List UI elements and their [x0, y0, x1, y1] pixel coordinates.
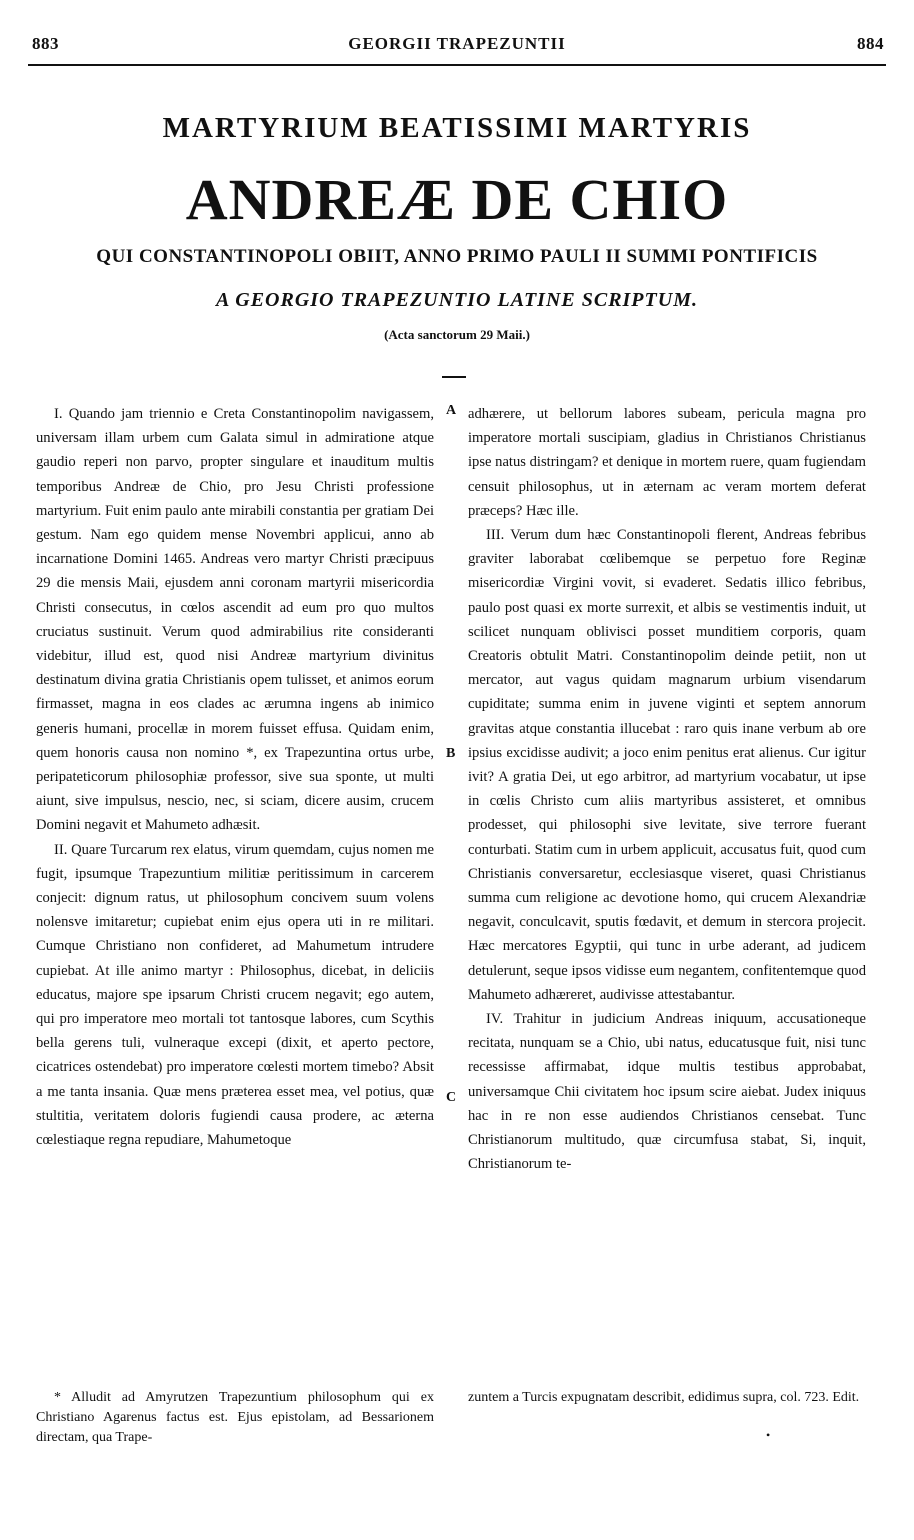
paragraph-3: III. Verum dum hæc Constantinopoli flerent, Andreas febribus graviter laborabat cœlibemque se perpetuo fore Reginæ misericordiæ Virgini vovit, si evaderet. Sedatis illico febribus, paulo post quasi ex morte surrexit, et albis se vestimentis induit, ut scilicet nunquam oblivisci posset munditiem corporis, quam Creatoris obtulit Matri. Constantinopolim deinde petiit, non ut mercator, aut vagus quidam magnarum urbium visendarum cupiditate; summa enim in juvene viginti et septem annorum gravitas atque constantia illucebat : raro quis inane verbum ab ore ipsius excidisse audivit; a joco enim penitus erat alienus. Cur igitur ivit? A gratia Dei, ut ego arbitror, ad martyrium vocabatur, ut ipse in cœlis Christo cum aliis martyribus assisteret, et omnibus prodesset, qui philosophi sive levitate, sive terrore fuerant conturbati. Statim cum in urbem applicuit, accusatus fuit, quod cum Christianis conversaretur, ecclesiasque viseret, quasi Christianus summa cum religione ac devotione homo, qui crucem Alexandriæ negavit, conculcavit, sputis fœdavit, et demum in stercora projecit. Hæc mercatores Egyptii, qui tunc in urbe aderant, ad judicem detulerunt, seque ipsos vidisse eum negantem, confitentemque quod Mahumeto adhæreret, audivisse attestabantur. [468, 527, 866, 1003]
paragraph-1: I. Quando jam triennio e Creta Constantinopolim navigassem, universam illam urbem cum Galata simul in admiratione atque gaudio reperi non parvo, propter singulare et inauditum multis temporibus Andreæ de Chio, pro Jesu Christi professione martyrium. Fuit enim paulo ante mirabili constantia per gratiam Dei gestum. Nam ego quidem mense Novembri applicui, anno ab incarnatione Domini 1465. Andreas vero martyr Christi præcipuus 29 die mensis Maii, ejusdem anni coronam martyrii misericordia Christi consecutus, in cœlos ascendit ad eum pro quo multos cruciatus sustinuit. Verum quod admirabilius rite consideranti videbitur, illud est, quod nisi Andreæ martyrium divinitus destinatum divina gratia Christianis opem tulisset, et animos eorum firmasset, magna in eos clades ac ærumna ingens ab inimico generis humani, procellæ in morem fuisset effusa. Quidam enim, quem honoris causa non nomino *, ex Trapezuntina ortus urbe, peripateticorum philosophiæ professor, sive sua sponte, ut multi aiunt, sive impulsus, nescio, nec, si sciam, dicere ausim, crucem Domini negavit et Mahumeto adhæsit. [36, 406, 434, 834]
margin-marker-b: B [446, 746, 456, 761]
paragraph-2: II. Quare Turcarum rex elatus, virum quemdam, cujus nomen me fugit, ipsumque Trapezuntium militiæ peritissimum in carcerem conjecit: dignum ratus, ut philosophum concivem suum volens nolensve imitaretur; cupiebat enim ejus opera uti in re militari. Cumque Christiano non confideret, ad Mahumetum intrudere cupiebat. At ille animo martyr : Philosophus, dicebat, in deliciis educatus, majore spe ipsarum Christi crucem negavit; ego autem, qui pro imperatore meo mortali tot tantosque labores, cum Scythis bella gerens tuli, vulneraque excepi (dixit, et aperto pectore, cicatrices ostendebat) pro imperatore cœlesti mortem timebo? Absit a me tanta insania. Quæ mens præterea esset mea, vel potius, quæ stultitia, veritatem doloris fugiendi causa prodere, ac æterna cœlestiaque regna repudiare, Mahumetoque [36, 841, 434, 1149]
running-header [30, 34, 884, 58]
source-citation: (Acta sanctorum 29 Maii.) [384, 327, 530, 342]
footnote-left: * Alludit ad Amyrutzen Trapezuntium philosophum qui ex Christiano Agarenus factus est. Ejus epistolam, ad Bessarionem directam, qua Trape- [36, 1390, 434, 1445]
right-column [468, 402, 866, 1177]
running-head-title: GEORGII TRAPEZUNTII [348, 34, 566, 53]
margin-marker-c: C [446, 1090, 457, 1105]
left-column [36, 402, 434, 1152]
title-separator [442, 376, 466, 378]
header-rule [28, 64, 886, 66]
title-line-3: QUI CONSTANTINOPOLI OBIIT, ANNO PRIMO PAULI II SUMMI PONTIFICIS [96, 246, 818, 267]
title-line-2: ANDREÆ DE CHIO [185, 167, 729, 232]
footnote-dot: • [766, 1428, 771, 1442]
paragraph-4: IV. Trahitur in judicium Andreas iniquum, accusationeque recitata, nunquam se a Chio, ubi natus, educatusque fuit, nisi tunc recessisse affirmabat, idque multis testibus approbabat, universamque Chii civitatem hoc ipsum scire aiebat. Judex iniquus hac in re non esse audiendos Christianos censebat. Tunc Christianorum multitudo, quæ circumfusa stabat, Si, inquit, Christianorum te- [468, 1011, 866, 1173]
footnote-right: zuntem a Turcis expugnatam describit, edidimus supra, col. 723. Edit. [468, 1390, 860, 1405]
title-line-1: MARTYRIUM BEATISSIMI MARTYRIS [162, 112, 752, 144]
paragraph-continuation: adhærere, ut bellorum labores subeam, pericula magna pro imperatore mortali suscipiam, gladius in Christianos Christianus ipse natus distringam? et denique in mortem ruere, quam fugiendam censuit philosophus, ut in æternam ac veram mortem deferat præceps? Hæc ille. [468, 406, 866, 519]
page-number-left: 883 [32, 34, 59, 53]
page-number-right: 884 [857, 34, 884, 53]
title-line-4: A GEORGIO TRAPEZUNTIO LATINE SCRIPTUM. [216, 289, 698, 311]
margin-marker-a: A [446, 403, 457, 418]
